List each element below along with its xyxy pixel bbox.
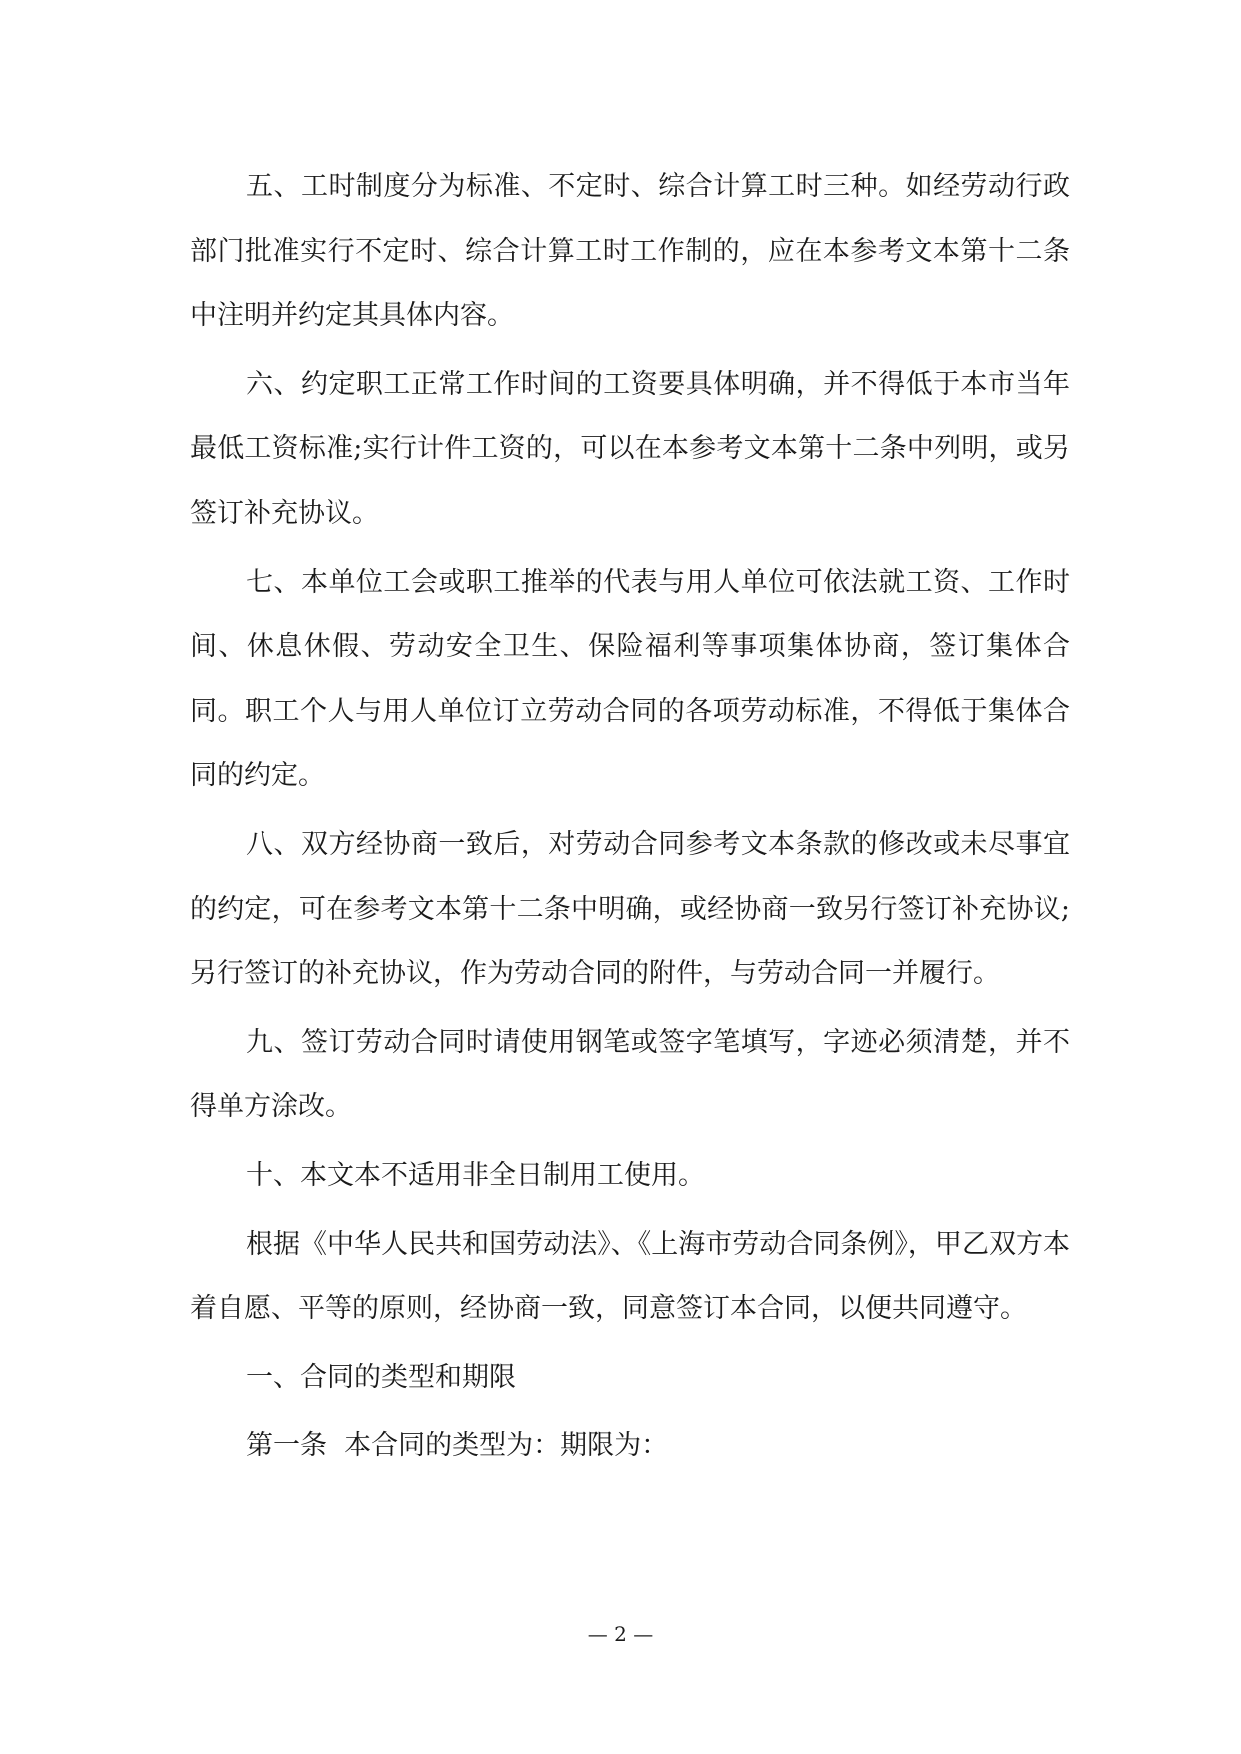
document-body	[190, 155, 1070, 1483]
page-number: — 2 —	[587, 1622, 654, 1646]
paragraph-6: 六、约定职工正常工作时间的工资要具体明确，并不得低于本市当年最低工资标准;实行计件工资的，可以在本参考文本第十二条中列明，或另签订补充协议。	[190, 368, 1070, 529]
preamble-paragraph: 根据《中华人民共和国劳动法》、《上海市劳动合同条例》，甲乙双方本着自愿、平等的原则，经协商一致，同意签订本合同，以便共同遵守。	[190, 1228, 1070, 1325]
paragraph-10: 十、本文本不适用非全日制用工使用。	[246, 1159, 705, 1191]
section-heading: 一、合同的类型和期限	[246, 1361, 516, 1393]
paragraph-5: 五、工时制度分为标准、不定时、综合计算工时三种。如经劳动行政部门批准实行不定时、综合计算工时工作制的，应在本参考文本第十二条中注明并约定其具体内容。	[190, 171, 1070, 332]
paragraph-8: 八、双方经协商一致后，对劳动合同参考文本条款的修改或未尽事宜的约定，可在参考文本第十二条中明确，或经协商一致另行签订补充协议;另行签订的补充协议，作为劳动合同的附件，与劳动合同一并履行。	[190, 828, 1070, 990]
paragraph-7: 七、本单位工会或职工推举的代表与用人单位可依法就工资、工作时间、休息休假、劳动安全卫生、保险福利等事项集体协商，签订集体合同。职工个人与用人单位订立劳动合同的各项劳动标准，不得低于集体合同的约定。	[190, 566, 1070, 792]
paragraph-9: 九、签订劳动合同时请使用钢笔或签字笔填写，字迹必须清楚，并不得单方涂改。	[190, 1026, 1070, 1123]
article-one: 第一条 本合同的类型为：期限为：	[246, 1430, 669, 1462]
